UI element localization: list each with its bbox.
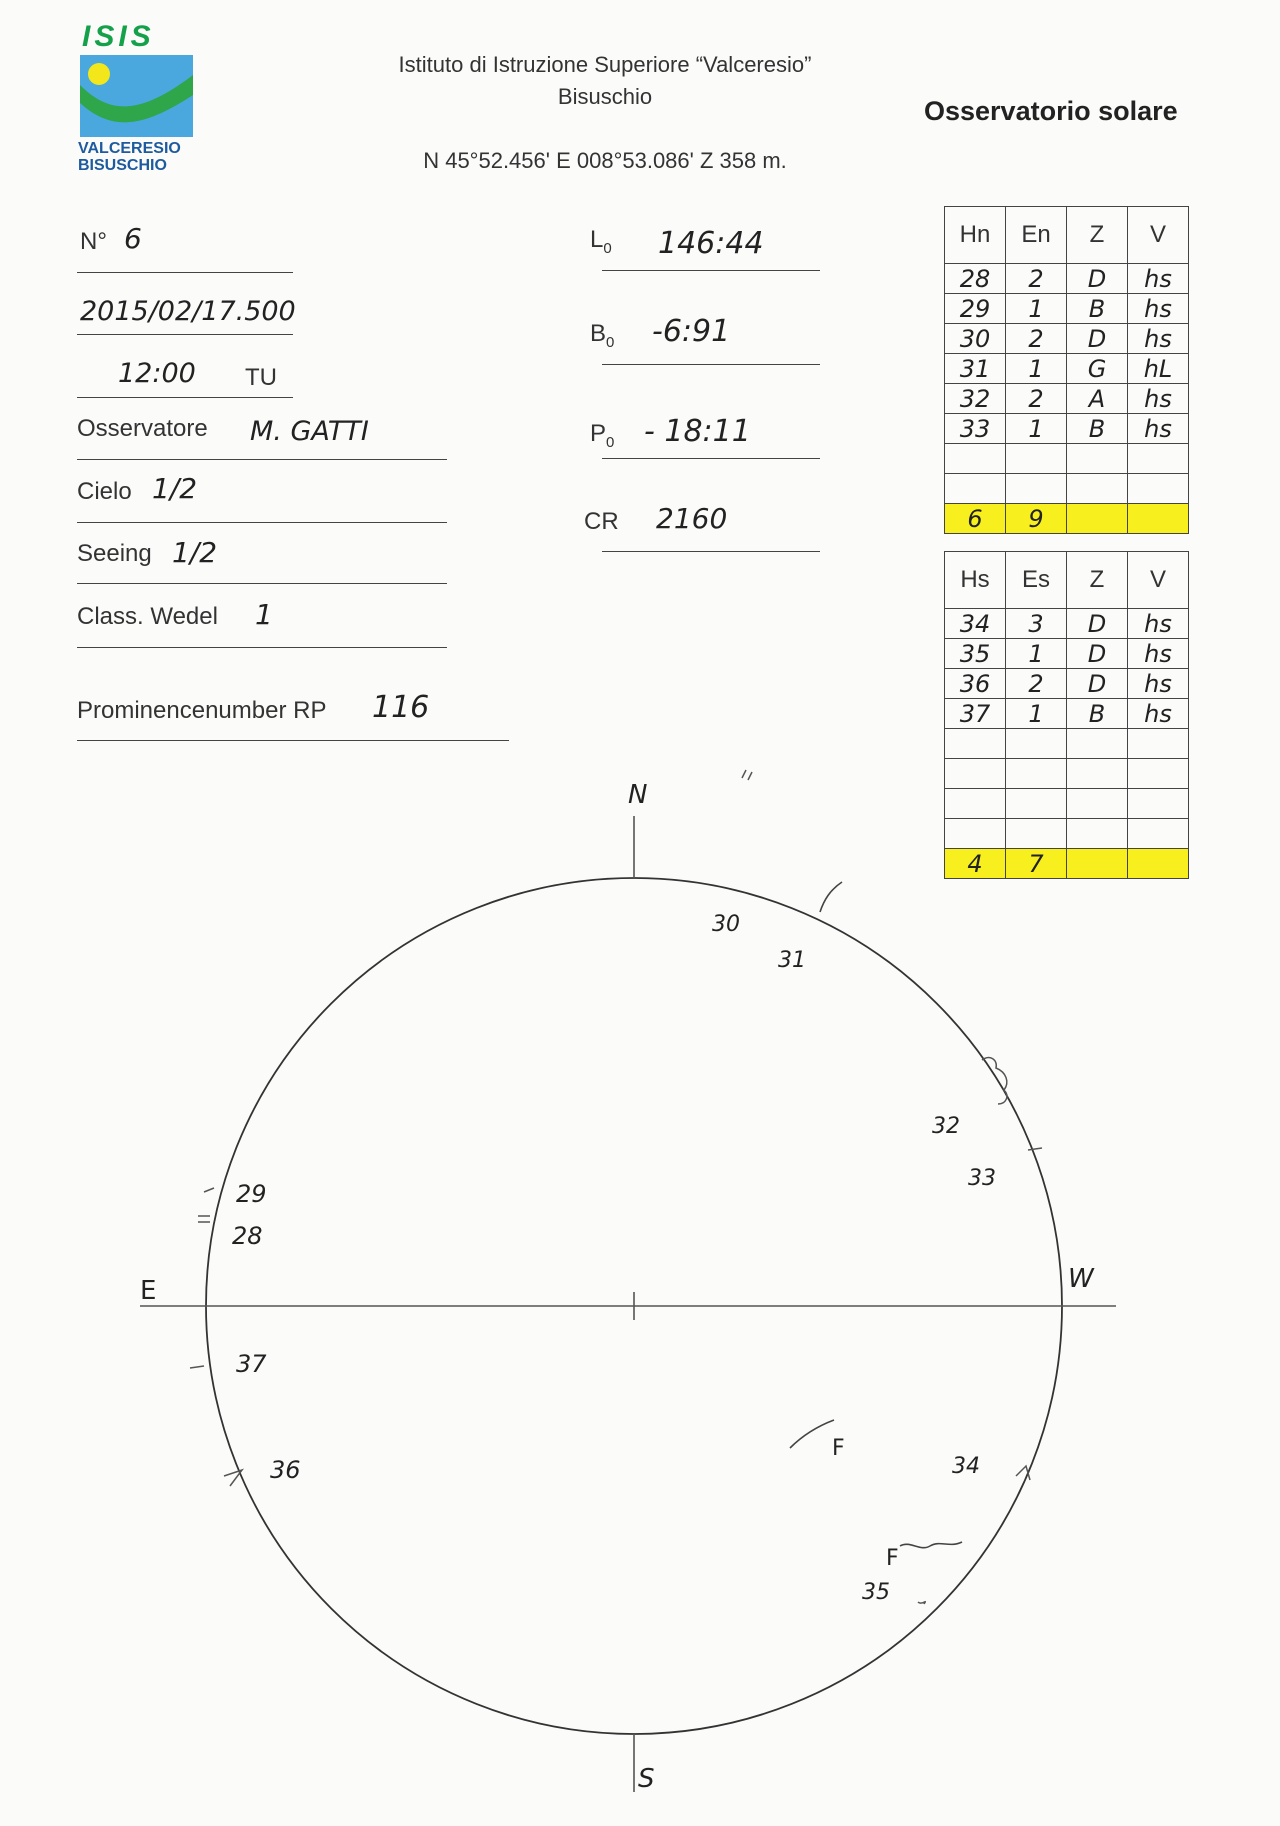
north-prominence-table	[944, 206, 1189, 534]
table-row	[945, 639, 1189, 669]
south-table-header-cell: Es	[1006, 552, 1067, 609]
cardinal-south: S	[638, 1764, 655, 1794]
south-table-cell: D	[1067, 609, 1128, 639]
north-table-header-cell: V	[1128, 207, 1189, 264]
logo-caption	[78, 140, 181, 174]
table-row	[945, 729, 1189, 759]
north-table-cell: hs	[1128, 264, 1189, 294]
south-table-cell	[1067, 729, 1128, 759]
south-table-cell: 3	[1006, 609, 1067, 639]
table-row	[945, 294, 1189, 324]
prominence-31	[820, 882, 842, 912]
number-label: N°	[80, 228, 107, 255]
cr-label: CR	[584, 508, 619, 535]
south-table-cell: hs	[1128, 699, 1189, 729]
observer-value: M. GATTI	[250, 416, 369, 447]
north-table-header-row	[945, 207, 1189, 264]
north-table-cell: hs	[1128, 294, 1189, 324]
north-table-cell	[945, 444, 1006, 474]
north-table-crossed-cell	[1128, 504, 1189, 534]
p0-label	[590, 420, 614, 451]
north-table-total-cell: 9	[1006, 504, 1067, 534]
number-value: 6	[124, 222, 142, 255]
north-table-cell: 29	[945, 294, 1006, 324]
cardinal-east: E	[140, 1276, 157, 1306]
wedel-label: Class. Wedel	[77, 603, 218, 630]
south-table-cell: 35	[945, 639, 1006, 669]
north-table-cell: 28	[945, 264, 1006, 294]
table-row	[945, 324, 1189, 354]
b0-label	[590, 320, 614, 351]
label-35: 35	[862, 1580, 890, 1605]
south-table-cell: D	[1067, 669, 1128, 699]
north-table-cell: B	[1067, 294, 1128, 324]
south-table-cell	[1128, 729, 1189, 759]
prominence-32	[982, 1058, 1007, 1104]
north-table-cell: 1	[1006, 414, 1067, 444]
south-table-total-cell: 4	[945, 849, 1006, 879]
p0-sub: 0	[606, 433, 615, 451]
south-table-cell	[945, 729, 1006, 759]
north-table-cell: 1	[1006, 294, 1067, 324]
prominence-34	[1016, 1466, 1030, 1480]
north-table-cell: 2	[1006, 384, 1067, 414]
south-table-cell: D	[1067, 639, 1128, 669]
north-table-cell	[1006, 474, 1067, 504]
south-table-cell: hs	[1128, 609, 1189, 639]
l0-letter: L	[590, 226, 604, 253]
south-table-cell: 34	[945, 609, 1006, 639]
coordinates: N 45°52.456' E 008°53.086' Z 358 m.	[423, 148, 787, 173]
north-table-cell	[1067, 474, 1128, 504]
label-31: 31	[778, 948, 806, 973]
page-title: Osservatorio solare	[924, 96, 1178, 126]
label-30: 30	[712, 912, 740, 937]
north-table-header-cell: Z	[1067, 207, 1128, 264]
logo-line1: VALCERESIO	[78, 140, 181, 157]
filament-label-2: F	[886, 1546, 899, 1571]
north-table-total-cell: 6	[945, 504, 1006, 534]
prominence-30	[742, 770, 752, 780]
sky-label: Cielo	[77, 478, 132, 505]
north-table-cell: hs	[1128, 384, 1189, 414]
label-36: 36	[270, 1456, 301, 1484]
north-table-cell: G	[1067, 354, 1128, 384]
north-table-cell: 32	[945, 384, 1006, 414]
prominence-36	[224, 1470, 242, 1486]
north-table-cell	[1006, 444, 1067, 474]
wedel-value: 1	[255, 598, 273, 631]
north-table-cell: 2	[1006, 324, 1067, 354]
table-row	[945, 699, 1189, 729]
b0-value: -6:91	[652, 314, 731, 349]
l0-label	[590, 226, 612, 257]
north-table-cell: B	[1067, 414, 1128, 444]
prominence-35	[918, 1602, 925, 1604]
filament-2	[900, 1542, 962, 1548]
time-unit: TU	[245, 364, 277, 391]
south-table-cell: 36	[945, 669, 1006, 699]
institute-town: Bisuschio	[557, 84, 653, 109]
cardinal-west: W	[1068, 1264, 1094, 1294]
table-row	[945, 354, 1189, 384]
north-table-cell: 31	[945, 354, 1006, 384]
north-table-cell	[1128, 444, 1189, 474]
south-table-cell: hs	[1128, 639, 1189, 669]
south-table-cell: hs	[1128, 669, 1189, 699]
table-row	[945, 384, 1189, 414]
north-table-crossed-cell	[1067, 504, 1128, 534]
sky-value: 1/2	[152, 472, 198, 505]
north-table-cell: hL	[1128, 354, 1189, 384]
table-row	[945, 414, 1189, 444]
rp-value: 116	[372, 690, 430, 725]
table-row	[945, 264, 1189, 294]
north-table-cell: A	[1067, 384, 1128, 414]
north-table-cell: 30	[945, 324, 1006, 354]
north-table-cell	[1128, 474, 1189, 504]
south-table-cell: 1	[1006, 639, 1067, 669]
south-table-cell: 37	[945, 699, 1006, 729]
seeing-value: 1/2	[172, 536, 218, 569]
seeing-label: Seeing	[77, 540, 152, 567]
prominence-37	[190, 1366, 204, 1368]
north-table-header-cell: Hn	[945, 207, 1006, 264]
time-value: 12:00	[118, 358, 196, 389]
institute-name: Istituto di Istruzione Superiore “Valceresio”	[398, 52, 812, 77]
p0-value: - 18:11	[644, 414, 751, 449]
south-table-cell: B	[1067, 699, 1128, 729]
prominence-33	[1028, 1148, 1042, 1150]
observer-label: Osservatore	[77, 415, 208, 442]
l0-sub: 0	[603, 239, 612, 257]
label-37: 37	[236, 1350, 267, 1378]
south-table-total-cell: 7	[1006, 849, 1067, 879]
table-row	[945, 609, 1189, 639]
p0-letter: P	[590, 420, 607, 447]
label-32: 32	[932, 1114, 960, 1139]
north-table-header-cell: En	[1006, 207, 1067, 264]
north-table-cell: hs	[1128, 324, 1189, 354]
label-28: 28	[232, 1222, 263, 1250]
north-table-totals-row	[945, 504, 1189, 534]
label-33: 33	[968, 1166, 996, 1191]
north-table-cell: 2	[1006, 264, 1067, 294]
b0-letter: B	[590, 320, 607, 347]
table-row	[945, 474, 1189, 504]
table-row	[945, 669, 1189, 699]
north-table-cell: 33	[945, 414, 1006, 444]
north-table-cell: 1	[1006, 354, 1067, 384]
south-table-header-row	[945, 552, 1189, 609]
cardinal-north: N	[628, 780, 648, 810]
label-29: 29	[236, 1180, 267, 1208]
north-table-cell	[945, 474, 1006, 504]
date-value: 2015/02/17.500	[80, 296, 296, 327]
table-row	[945, 444, 1189, 474]
north-table-cell: D	[1067, 324, 1128, 354]
rp-label: Prominencenumber RP	[77, 697, 327, 724]
south-table-cell: 1	[1006, 699, 1067, 729]
b0-sub: 0	[606, 333, 615, 351]
cr-value: 2160	[656, 502, 728, 535]
filament-label-1: F	[832, 1436, 845, 1461]
south-table-header-cell: V	[1128, 552, 1189, 609]
north-table-cell: D	[1067, 264, 1128, 294]
south-table-cell: 2	[1006, 669, 1067, 699]
north-table-cell	[1067, 444, 1128, 474]
filament-1	[790, 1420, 834, 1448]
south-table-header-cell: Z	[1067, 552, 1128, 609]
south-table-cell	[1006, 729, 1067, 759]
logo-graphic	[80, 55, 193, 137]
l0-value: 146:44	[658, 226, 764, 261]
logo-wordmark: ISIS	[82, 20, 155, 53]
north-table-cell: hs	[1128, 414, 1189, 444]
logo-line2: BISUSCHIO	[78, 157, 167, 174]
label-34: 34	[952, 1454, 980, 1479]
prominence-28-29	[198, 1188, 214, 1222]
south-table-header-cell: Hs	[945, 552, 1006, 609]
